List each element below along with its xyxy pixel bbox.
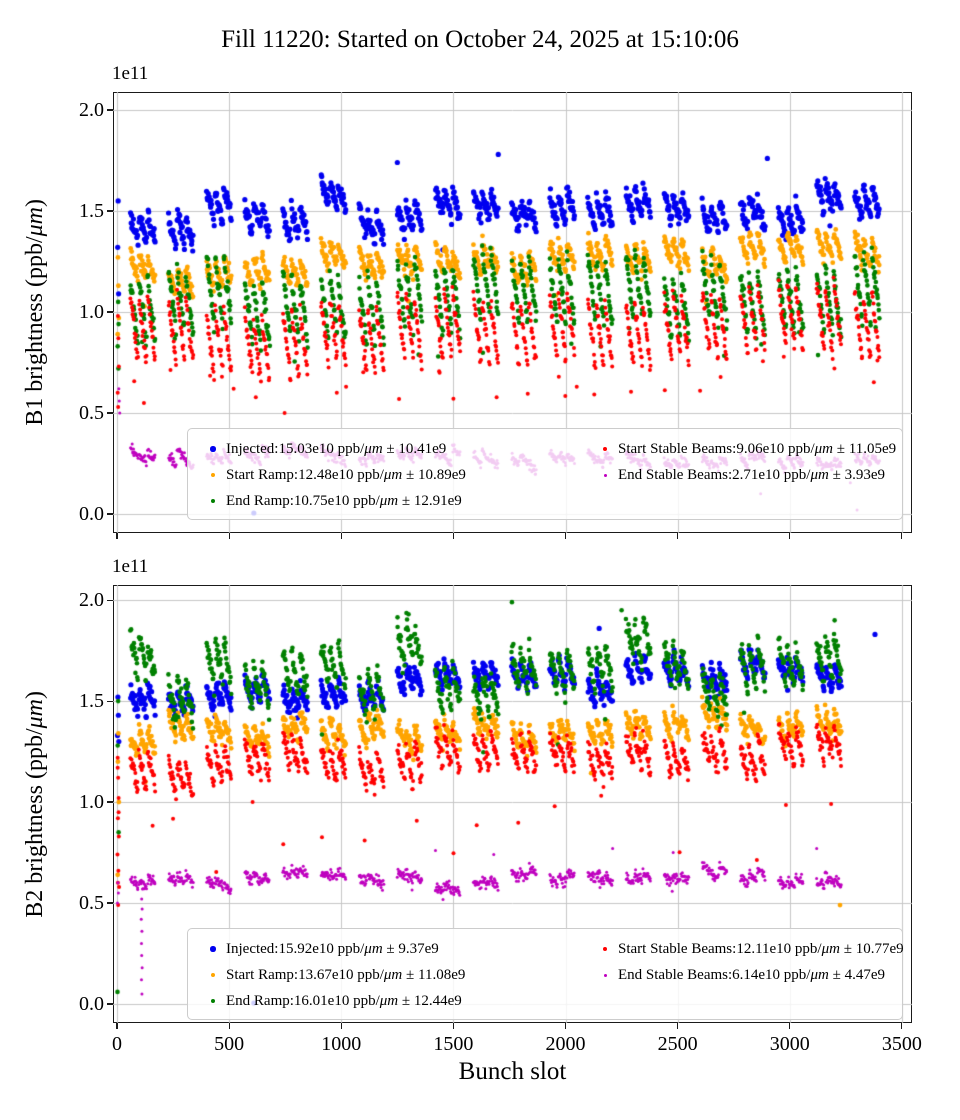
b2-ytick xyxy=(107,701,113,702)
b2-ytick xyxy=(107,600,113,601)
b2-xtick-label: 2000 xyxy=(545,1033,586,1055)
b2-xtick xyxy=(229,1023,230,1029)
b1-ytick xyxy=(107,311,113,312)
legend-label: Start Ramp:13.67e10 ppb/μm ± 11.08e9 xyxy=(226,966,466,983)
b2-xtick-label: 3500 xyxy=(881,1033,922,1055)
legend-item-start-stable-beams xyxy=(592,936,904,962)
b1-ytick xyxy=(107,210,113,211)
b2-offset-label: 1e11 xyxy=(112,556,149,577)
b2-ytick-label: 2.0 xyxy=(79,589,104,612)
x-axis-label: Bunch slot xyxy=(458,1058,567,1085)
legend-marker-box xyxy=(592,974,618,977)
b2-ytick-label: 1.5 xyxy=(79,690,104,713)
b1-xtick xyxy=(116,533,117,539)
legend-marker-box xyxy=(200,473,226,478)
b1-xtick xyxy=(677,533,678,539)
b2-xtick xyxy=(789,1023,790,1029)
injected-marker-icon xyxy=(210,946,215,951)
legend-item-injected xyxy=(200,936,592,962)
legend-marker-box xyxy=(200,446,226,451)
legend-item-start-ramp xyxy=(200,962,592,988)
legend-item-end-ramp xyxy=(200,488,592,514)
b2-xtick-label: 0 xyxy=(112,1033,123,1055)
legend-marker-box xyxy=(200,946,226,951)
b1-ytick-label: 1.5 xyxy=(79,199,104,222)
b1-ytick-label: 2.0 xyxy=(79,98,104,121)
legend-marker-box xyxy=(592,447,618,451)
b1-y-axis-label: B1 brightness (ppb/μm) xyxy=(21,199,48,426)
b1-ytick-label: 0.5 xyxy=(79,402,104,424)
b2-xtick-label: 1500 xyxy=(433,1033,474,1055)
legend-label: End Ramp:10.75e10 ppb/μm ± 12.91e9 xyxy=(226,492,462,509)
legend-label: Start Ramp:12.48e10 ppb/μm ± 10.89e9 xyxy=(226,466,466,483)
b1-xtick xyxy=(341,533,342,539)
b2-xtick xyxy=(901,1023,902,1029)
b1-xtick xyxy=(901,533,902,539)
injected-marker-icon xyxy=(210,446,215,451)
b1-ytick xyxy=(107,109,113,110)
b2-ytick-label: 1.0 xyxy=(79,791,104,814)
legend-label: Injected:15.92e10 ppb/μm ± 9.37e9 xyxy=(226,940,439,957)
legend-item-end-ramp xyxy=(200,988,592,1014)
b1-legend xyxy=(187,428,903,520)
b2-ytick-label: 0.0 xyxy=(79,993,104,1016)
b2-legend xyxy=(187,928,903,1020)
legend-label: Start Stable Beams:12.11e10 ppb/μm ± 10.77e9 xyxy=(618,940,904,957)
b2-ytick xyxy=(107,902,113,903)
b2-xtick-label: 500 xyxy=(214,1033,245,1055)
legend-item-injected xyxy=(200,436,592,462)
b2-ytick xyxy=(107,1003,113,1004)
b2-xtick xyxy=(116,1023,117,1029)
legend-item-start-stable-beams xyxy=(592,436,902,462)
b2-xtick xyxy=(341,1023,342,1029)
start-ramp-marker-icon xyxy=(211,473,216,478)
figure-title: Fill 11220: Started on October 24, 2025 at 15:10:06 xyxy=(221,26,739,53)
b2-xtick-label: 3000 xyxy=(769,1033,810,1055)
legend-label: End Ramp:16.01e10 ppb/μm ± 12.44e9 xyxy=(226,992,462,1009)
start-stable-beams-marker-icon xyxy=(603,447,607,451)
b2-xtick-label: 2500 xyxy=(657,1033,698,1055)
b2-xtick xyxy=(453,1023,454,1029)
legend-marker-box xyxy=(200,499,226,504)
b2-ytick-label: 0.5 xyxy=(79,892,104,915)
legend-marker-box xyxy=(592,474,618,477)
legend-label: End Stable Beams:6.14e10 ppb/μm ± 4.47e9 xyxy=(618,966,885,983)
b1-xtick xyxy=(789,533,790,539)
legend-marker-box xyxy=(592,947,618,951)
legend-marker-box xyxy=(200,999,226,1004)
start-ramp-marker-icon xyxy=(211,973,216,978)
b1-ytick xyxy=(107,513,113,514)
legend-label: End Stable Beams:2.71e10 ppb/μm ± 3.93e9 xyxy=(618,466,885,483)
b2-xtick xyxy=(677,1023,678,1029)
b1-xtick xyxy=(565,533,566,539)
legend-item-end-stable-beams xyxy=(592,462,902,488)
legend-marker-box xyxy=(200,973,226,978)
b1-ytick xyxy=(107,412,113,413)
end-ramp-marker-icon xyxy=(211,999,216,1004)
start-stable-beams-marker-icon xyxy=(603,947,607,951)
b1-ytick-label: 1.0 xyxy=(79,300,104,323)
end-stable-beams-marker-icon xyxy=(604,474,607,477)
legend-item-end-stable-beams xyxy=(592,962,904,988)
b1-offset-label: 1e11 xyxy=(112,63,149,84)
legend-item-start-ramp xyxy=(200,462,592,488)
b2-xtick-label: 1000 xyxy=(321,1033,362,1055)
b2-xtick xyxy=(565,1023,566,1029)
legend-label: Injected:15.03e10 ppb/μm ± 10.41e9 xyxy=(226,440,447,457)
legend-label: Start Stable Beams:9.06e10 ppb/μm ± 11.05e9 xyxy=(618,440,897,457)
b1-ytick-label: 0.0 xyxy=(79,503,104,525)
b2-ytick xyxy=(107,801,113,802)
end-stable-beams-marker-icon xyxy=(604,974,607,977)
end-ramp-marker-icon xyxy=(211,499,216,504)
b1-xtick xyxy=(453,533,454,539)
b1-xtick xyxy=(229,533,230,539)
b2-y-axis-label: B2 brightness (ppb/μm) xyxy=(21,690,48,918)
